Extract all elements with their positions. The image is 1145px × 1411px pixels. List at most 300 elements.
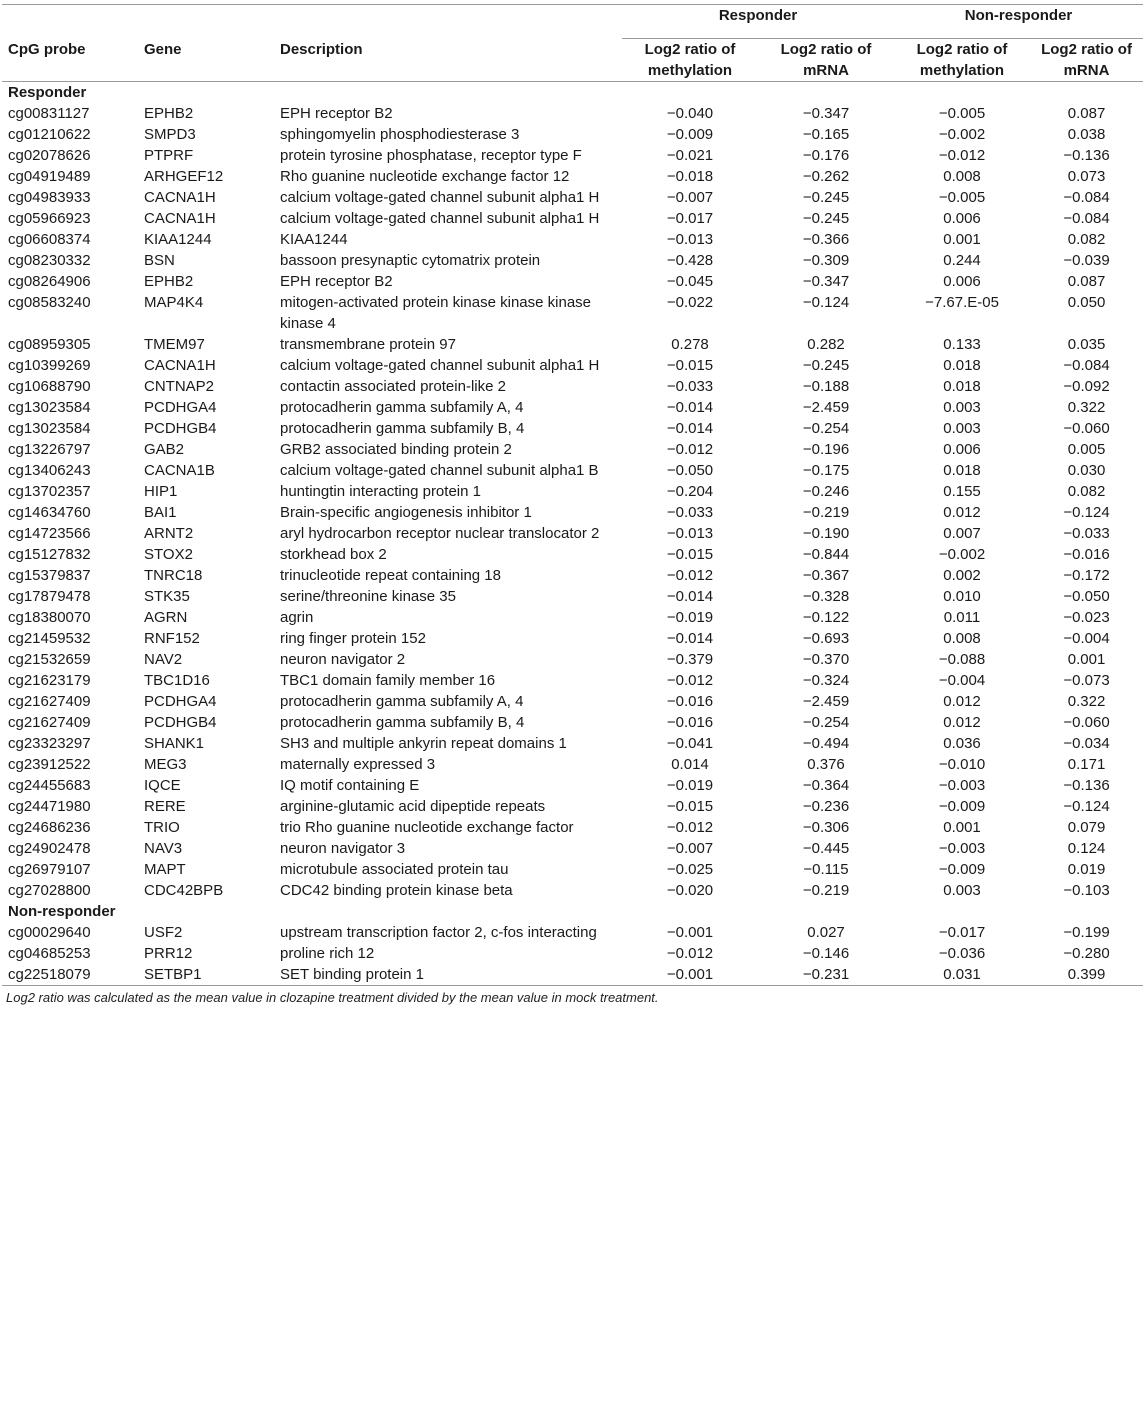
cell-responder-methylation: −0.015 <box>666 798 714 815</box>
cell-description: calcium voltage-gated channel subunit alpha1 H <box>280 210 600 227</box>
table-row <box>2 649 1143 670</box>
table-row <box>2 859 1143 880</box>
cell-responder-mrna: 0.282 <box>807 336 845 353</box>
cell-probe: cg15127832 <box>8 546 91 563</box>
section-label: Responder <box>8 84 87 101</box>
cell-description: mitogen-activated protein kinase kinase kinase kinase 4 <box>280 294 592 332</box>
cell-gene: ARNT2 <box>144 525 194 542</box>
cell-responder-methylation: −0.025 <box>666 861 714 878</box>
cell-responder-mrna: −0.124 <box>802 294 850 311</box>
cell-responder-methylation: −0.033 <box>666 504 714 521</box>
table-row <box>2 355 1143 376</box>
cell-responder-mrna: −0.122 <box>802 609 850 626</box>
table-row <box>2 397 1143 418</box>
cell-responder-mrna: −0.367 <box>802 567 850 584</box>
table-row <box>2 922 1143 943</box>
cell-probe: cg24902478 <box>8 840 91 857</box>
cell-nonresponder-mrna: −0.172 <box>1063 567 1110 584</box>
cell-responder-methylation: −0.014 <box>666 420 714 437</box>
cell-responder-mrna: −0.188 <box>802 378 850 395</box>
cell-probe: cg13023584 <box>8 399 91 416</box>
cell-nonresponder-mrna: 0.079 <box>1067 819 1106 836</box>
cell-description: protocadherin gamma subfamily B, 4 <box>280 420 525 437</box>
cell-gene: SHANK1 <box>144 735 205 752</box>
cell-nonresponder-mrna: −0.136 <box>1063 147 1110 164</box>
table-row <box>2 880 1143 901</box>
table-row <box>2 607 1143 628</box>
cell-nonresponder-mrna: −0.124 <box>1063 504 1110 521</box>
cell-nonresponder-mrna: −0.073 <box>1063 672 1110 689</box>
cell-nonresponder-methylation: −0.088 <box>938 651 986 668</box>
cell-description: calcium voltage-gated channel subunit alpha1 B <box>280 462 599 479</box>
cell-responder-methylation: −0.016 <box>666 714 714 731</box>
cell-description: CDC42 binding protein kinase beta <box>280 882 513 899</box>
column-header-row <box>2 39 1143 82</box>
cell-probe: cg08959305 <box>8 336 91 353</box>
cell-probe: cg21459532 <box>8 630 91 647</box>
cell-responder-mrna: −0.176 <box>802 147 850 164</box>
cell-probe: cg21627409 <box>8 714 91 731</box>
cell-description: protocadherin gamma subfamily B, 4 <box>280 714 525 731</box>
cell-nonresponder-mrna: −0.004 <box>1063 630 1110 647</box>
cell-nonresponder-methylation: 0.007 <box>943 525 981 542</box>
col-header-nonresponder-mrna: Log2 ratio of mRNA <box>1041 41 1132 79</box>
cell-nonresponder-mrna: −0.103 <box>1063 882 1110 899</box>
cell-nonresponder-methylation: −7.67.E-05 <box>925 294 999 311</box>
cell-nonresponder-mrna: 0.030 <box>1067 462 1106 479</box>
cell-responder-mrna: −0.115 <box>803 861 849 878</box>
col-header-responder-methylation: Log2 ratio of methylation <box>644 41 736 79</box>
cell-gene: TBC1D16 <box>144 672 210 689</box>
cell-probe: cg21627409 <box>8 693 91 710</box>
cell-nonresponder-mrna: −0.016 <box>1063 546 1110 563</box>
cell-nonresponder-methylation: 0.003 <box>943 399 981 416</box>
cell-gene: ARHGEF12 <box>144 168 224 185</box>
cell-probe: cg00029640 <box>8 924 91 941</box>
group-header-non-responder: Non-responder <box>894 5 1143 39</box>
table-row <box>2 670 1143 691</box>
cell-probe: cg13226797 <box>8 441 91 458</box>
cell-nonresponder-methylation: 0.006 <box>943 273 981 290</box>
cell-responder-mrna: 0.376 <box>807 756 845 773</box>
cell-responder-methylation: −0.428 <box>666 252 714 269</box>
cell-responder-methylation: −0.001 <box>666 924 714 941</box>
cell-nonresponder-mrna: −0.050 <box>1063 588 1110 605</box>
table-row <box>2 712 1143 733</box>
cell-responder-mrna: −0.328 <box>802 588 850 605</box>
cell-responder-methylation: −0.013 <box>666 231 714 248</box>
table-row <box>2 124 1143 145</box>
cell-nonresponder-mrna: 0.082 <box>1067 231 1106 248</box>
cell-probe: cg27028800 <box>8 882 91 899</box>
cell-description: upstream transcription factor 2, c-fos interacting <box>280 924 597 941</box>
table-row <box>2 502 1143 523</box>
cell-responder-methylation: −0.022 <box>666 294 714 311</box>
table-row <box>2 481 1143 502</box>
cell-responder-methylation: −0.021 <box>666 147 714 164</box>
cell-gene: STOX2 <box>144 546 193 563</box>
cell-gene: SMPD3 <box>144 126 196 143</box>
cell-responder-mrna: −0.245 <box>802 357 850 374</box>
cell-nonresponder-mrna: −0.023 <box>1063 609 1110 626</box>
cell-gene: MAPT <box>144 861 186 878</box>
cell-description: calcium voltage-gated channel subunit alpha1 H <box>280 189 600 206</box>
cell-nonresponder-methylation: −0.005 <box>938 189 986 206</box>
cell-gene: RERE <box>144 798 186 815</box>
cell-responder-methylation: −0.045 <box>666 273 714 290</box>
cell-description: SET binding protein 1 <box>280 966 424 983</box>
cell-responder-mrna: −0.366 <box>802 231 850 248</box>
cell-description: TBC1 domain family member 16 <box>280 672 496 689</box>
cell-nonresponder-mrna: 0.082 <box>1067 483 1106 500</box>
cell-responder-mrna: −0.347 <box>802 273 850 290</box>
cell-description: aryl hydrocarbon receptor nuclear translocator 2 <box>280 525 600 542</box>
col-header-responder-mrna: Log2 ratio of mRNA <box>780 41 872 79</box>
cell-nonresponder-methylation: 0.006 <box>943 210 981 227</box>
cell-responder-methylation: 0.014 <box>671 756 709 773</box>
cell-nonresponder-mrna: 0.399 <box>1067 966 1106 983</box>
cell-probe: cg10688790 <box>8 378 91 395</box>
cell-probe: cg10399269 <box>8 357 91 374</box>
table-row <box>2 376 1143 397</box>
cell-probe: cg13023584 <box>8 420 91 437</box>
cell-nonresponder-mrna: 0.019 <box>1067 861 1106 878</box>
cell-responder-mrna: −0.219 <box>802 882 850 899</box>
cell-gene: EPHB2 <box>144 105 194 122</box>
cell-description: EPH receptor B2 <box>280 273 393 290</box>
cell-gene: TNRC18 <box>144 567 203 584</box>
table-row <box>2 523 1143 544</box>
cell-nonresponder-methylation: 0.010 <box>943 588 981 605</box>
cell-description: Brain-specific angiogenesis inhibitor 1 <box>280 504 532 521</box>
table-footnote: Log2 ratio was calculated as the mean value in clozapine treatment divided by the mean value in mock treatment. <box>6 990 659 1005</box>
cell-description: neuron navigator 3 <box>280 840 406 857</box>
cell-gene: NAV3 <box>144 840 183 857</box>
cell-description: protocadherin gamma subfamily A, 4 <box>280 693 524 710</box>
cell-probe: cg24686236 <box>8 819 91 836</box>
cell-probe: cg08264906 <box>8 273 91 290</box>
cell-nonresponder-mrna: −0.060 <box>1063 714 1110 731</box>
cell-nonresponder-methylation: −0.017 <box>938 924 986 941</box>
cell-responder-methylation: −0.014 <box>666 399 714 416</box>
cell-responder-methylation: 0.278 <box>671 336 709 353</box>
cell-probe: cg23323297 <box>8 735 91 752</box>
cell-nonresponder-mrna: 0.124 <box>1067 840 1106 857</box>
cell-responder-methylation: −0.009 <box>666 126 714 143</box>
section-label: Non-responder <box>8 903 116 920</box>
cell-responder-mrna: −0.246 <box>802 483 850 500</box>
table-row <box>2 964 1143 985</box>
cell-description: trio Rho guanine nucleotide exchange factor <box>280 819 574 836</box>
table-row <box>2 187 1143 208</box>
cell-gene: CACNA1H <box>144 357 216 374</box>
cell-nonresponder-mrna: −0.124 <box>1063 798 1110 815</box>
table-row <box>2 292 1143 334</box>
cell-gene: USF2 <box>144 924 183 941</box>
cell-nonresponder-methylation: −0.004 <box>938 672 986 689</box>
cell-responder-mrna: 0.027 <box>807 924 845 941</box>
cell-nonresponder-methylation: 0.012 <box>943 714 981 731</box>
cell-responder-methylation: −0.012 <box>666 672 714 689</box>
cell-nonresponder-methylation: 0.012 <box>943 504 981 521</box>
cell-nonresponder-mrna: 0.087 <box>1067 273 1106 290</box>
cell-responder-mrna: −0.347 <box>802 105 850 122</box>
cell-responder-methylation: −0.016 <box>666 693 714 710</box>
cell-probe: cg24455683 <box>8 777 91 794</box>
table-body <box>2 82 1143 986</box>
cell-probe: cg15379837 <box>8 567 91 584</box>
table-row <box>2 145 1143 166</box>
cell-description: Rho guanine nucleotide exchange factor 12 <box>280 168 570 185</box>
cell-responder-mrna: −2.459 <box>802 693 850 710</box>
cell-responder-methylation: −0.041 <box>666 735 714 752</box>
cell-nonresponder-methylation: 0.155 <box>943 483 981 500</box>
cell-nonresponder-methylation: 0.018 <box>943 378 981 395</box>
col-header-gene: Gene <box>144 40 182 58</box>
cell-gene: TRIO <box>144 819 180 836</box>
cell-gene: STK35 <box>144 588 190 605</box>
cell-gene: HIP1 <box>144 483 178 500</box>
table-row <box>2 103 1143 124</box>
cell-probe: cg22518079 <box>8 966 91 983</box>
cell-responder-methylation: −0.379 <box>666 651 714 668</box>
cell-nonresponder-mrna: 0.001 <box>1067 651 1106 668</box>
cell-probe: cg23912522 <box>8 756 91 773</box>
cell-description: EPH receptor B2 <box>280 105 393 122</box>
cell-responder-mrna: −0.175 <box>802 462 850 479</box>
cell-probe: cg14723566 <box>8 525 91 542</box>
cell-description: transmembrane protein 97 <box>280 336 456 353</box>
group-header-responder: Responder <box>622 5 894 39</box>
col-header-probe: CpG probe <box>8 40 86 58</box>
table-row <box>2 208 1143 229</box>
cell-probe: cg13406243 <box>8 462 91 479</box>
cell-responder-mrna: −0.262 <box>802 168 850 185</box>
cell-nonresponder-methylation: −0.002 <box>938 126 986 143</box>
cell-responder-methylation: −0.019 <box>666 609 714 626</box>
cell-gene: MEG3 <box>144 756 187 773</box>
cell-nonresponder-methylation: −0.012 <box>938 147 986 164</box>
cell-nonresponder-methylation: 0.003 <box>943 420 981 437</box>
cell-responder-mrna: −0.309 <box>802 252 850 269</box>
cell-nonresponder-methylation: 0.031 <box>943 966 981 983</box>
cell-nonresponder-methylation: −0.003 <box>938 777 986 794</box>
cell-nonresponder-mrna: 0.050 <box>1067 294 1106 311</box>
table-row <box>2 817 1143 838</box>
cell-gene: RNF152 <box>144 630 200 647</box>
cell-probe: cg05966923 <box>8 210 91 227</box>
cell-probe: cg04919489 <box>8 168 91 185</box>
table-row <box>2 565 1143 586</box>
cell-responder-methylation: −0.001 <box>666 966 714 983</box>
cell-gene: PCDHGB4 <box>144 714 217 731</box>
cell-gene: CDC42BPB <box>144 882 224 899</box>
cell-responder-mrna: −2.459 <box>802 399 850 416</box>
cell-nonresponder-methylation: 0.006 <box>943 441 981 458</box>
cell-nonresponder-mrna: −0.033 <box>1063 525 1110 542</box>
cell-description: GRB2 associated binding protein 2 <box>280 441 512 458</box>
cell-responder-methylation: −0.018 <box>666 168 714 185</box>
cell-description: storkhead box 2 <box>280 546 387 563</box>
cell-description: protocadherin gamma subfamily A, 4 <box>280 399 524 416</box>
cell-gene: PCDHGA4 <box>144 693 217 710</box>
cell-nonresponder-mrna: 0.087 <box>1067 105 1106 122</box>
cell-nonresponder-mrna: −0.034 <box>1063 735 1110 752</box>
table-row <box>2 754 1143 775</box>
cell-responder-methylation: −0.019 <box>666 777 714 794</box>
cell-gene: BAI1 <box>144 504 177 521</box>
section-header-row <box>2 901 1143 922</box>
cell-responder-methylation: −0.014 <box>666 588 714 605</box>
cell-description: sphingomyelin phosphodiesterase 3 <box>280 126 520 143</box>
cell-nonresponder-mrna: 0.035 <box>1067 336 1106 353</box>
cell-gene: BSN <box>144 252 175 269</box>
cell-responder-mrna: −0.245 <box>802 210 850 227</box>
cell-probe: cg02078626 <box>8 147 91 164</box>
cell-nonresponder-methylation: 0.008 <box>943 168 981 185</box>
cell-nonresponder-mrna: −0.084 <box>1063 210 1110 227</box>
cell-description: SH3 and multiple ankyrin repeat domains 1 <box>280 735 567 752</box>
cell-gene: CACNA1H <box>144 189 216 206</box>
section-header-row <box>2 82 1143 104</box>
cell-gene: PRR12 <box>144 945 193 962</box>
cell-probe: cg08583240 <box>8 294 91 311</box>
cell-responder-methylation: −0.014 <box>666 630 714 647</box>
cell-gene: CNTNAP2 <box>144 378 215 395</box>
cell-gene: PCDHGB4 <box>144 420 217 437</box>
table-container <box>0 4 1145 1005</box>
table-row <box>2 271 1143 292</box>
cell-description: ring finger protein 152 <box>280 630 426 647</box>
cell-responder-mrna: −0.231 <box>802 966 850 983</box>
cell-responder-methylation: −0.012 <box>666 441 714 458</box>
cell-description: maternally expressed 3 <box>280 756 436 773</box>
cell-probe: cg21532659 <box>8 651 91 668</box>
cell-responder-mrna: −0.494 <box>802 735 850 752</box>
cell-nonresponder-methylation: 0.008 <box>943 630 981 647</box>
table-row <box>2 733 1143 754</box>
cell-nonresponder-mrna: −0.060 <box>1063 420 1110 437</box>
cell-nonresponder-mrna: −0.084 <box>1063 357 1110 374</box>
methylation-table <box>2 4 1143 985</box>
cell-description: contactin associated protein-like 2 <box>280 378 506 395</box>
cell-nonresponder-methylation: −0.002 <box>938 546 986 563</box>
cell-responder-methylation: −0.017 <box>666 210 714 227</box>
table-row <box>2 250 1143 271</box>
table-row <box>2 544 1143 565</box>
cell-responder-mrna: −0.196 <box>802 441 850 458</box>
cell-description: microtubule associated protein tau <box>280 861 509 878</box>
cell-probe: cg14634760 <box>8 504 91 521</box>
cell-responder-mrna: −0.364 <box>802 777 850 794</box>
cell-description: huntingtin interacting protein 1 <box>280 483 481 500</box>
cell-responder-mrna: −0.236 <box>802 798 850 815</box>
col-header-description: Description <box>280 40 363 58</box>
cell-nonresponder-methylation: 0.011 <box>943 609 981 626</box>
cell-nonresponder-mrna: 0.005 <box>1067 441 1106 458</box>
cell-responder-mrna: −0.146 <box>802 945 850 962</box>
table-row <box>2 838 1143 859</box>
cell-nonresponder-methylation: 0.002 <box>943 567 981 584</box>
bottom-rule <box>2 985 1143 986</box>
cell-nonresponder-mrna: 0.171 <box>1067 756 1106 773</box>
cell-description: trinucleotide repeat containing 18 <box>280 567 501 584</box>
cell-responder-methylation: −0.015 <box>666 357 714 374</box>
cell-nonresponder-mrna: −0.280 <box>1063 945 1110 962</box>
cell-nonresponder-methylation: 0.244 <box>943 252 981 269</box>
cell-nonresponder-methylation: 0.036 <box>943 735 981 752</box>
table-row <box>2 586 1143 607</box>
cell-nonresponder-mrna: −0.136 <box>1063 777 1110 794</box>
cell-nonresponder-mrna: 0.322 <box>1067 693 1106 710</box>
cell-gene: MAP4K4 <box>144 294 204 311</box>
cell-responder-methylation: −0.013 <box>666 525 714 542</box>
table-row <box>2 628 1143 649</box>
cell-responder-mrna: −0.370 <box>802 651 850 668</box>
table-row <box>2 418 1143 439</box>
cell-nonresponder-methylation: 0.003 <box>943 882 981 899</box>
table-row <box>2 775 1143 796</box>
cell-nonresponder-methylation: 0.012 <box>943 693 981 710</box>
cell-responder-mrna: −0.165 <box>802 126 850 143</box>
cell-description: IQ motif containing E <box>280 777 420 794</box>
cell-nonresponder-mrna: 0.073 <box>1067 168 1106 185</box>
cell-description: bassoon presynaptic cytomatrix protein <box>280 252 541 269</box>
cell-nonresponder-methylation: −0.003 <box>938 840 986 857</box>
cell-responder-mrna: −0.844 <box>802 546 850 563</box>
cell-description: protein tyrosine phosphatase, receptor type F <box>280 147 582 164</box>
cell-probe: cg04685253 <box>8 945 91 962</box>
cell-nonresponder-mrna: 0.322 <box>1067 399 1106 416</box>
cell-probe: cg21623179 <box>8 672 91 689</box>
cell-probe: cg04983933 <box>8 189 91 206</box>
group-header-row <box>2 5 1143 39</box>
cell-responder-methylation: −0.204 <box>666 483 714 500</box>
table-row <box>2 691 1143 712</box>
cell-gene: TMEM97 <box>144 336 205 353</box>
cell-responder-mrna: −0.254 <box>802 714 850 731</box>
cell-nonresponder-methylation: 0.018 <box>943 462 981 479</box>
table-row <box>2 943 1143 964</box>
cell-description: agrin <box>280 609 314 626</box>
cell-gene: CACNA1B <box>144 462 215 479</box>
cell-nonresponder-mrna: −0.199 <box>1063 924 1110 941</box>
cell-probe: cg17879478 <box>8 588 91 605</box>
cell-gene: EPHB2 <box>144 273 194 290</box>
cell-responder-mrna: −0.324 <box>802 672 850 689</box>
cell-nonresponder-mrna: −0.084 <box>1063 189 1110 206</box>
cell-probe: cg18380070 <box>8 609 91 626</box>
cell-gene: SETBP1 <box>144 966 202 983</box>
cell-gene: PCDHGA4 <box>144 399 217 416</box>
cell-probe: cg13702357 <box>8 483 91 500</box>
col-header-nonresponder-methylation: Log2 ratio of methylation <box>916 41 1008 79</box>
group-spacer <box>2 5 622 39</box>
cell-probe: cg24471980 <box>8 798 91 815</box>
cell-gene: IQCE <box>144 777 181 794</box>
cell-nonresponder-methylation: 0.001 <box>943 819 981 836</box>
cell-responder-methylation: −0.012 <box>666 819 714 836</box>
table-row <box>2 439 1143 460</box>
cell-probe: cg00831127 <box>8 105 90 122</box>
cell-nonresponder-mrna: −0.092 <box>1063 378 1110 395</box>
cell-gene: PTPRF <box>144 147 194 164</box>
cell-gene: NAV2 <box>144 651 183 668</box>
cell-responder-methylation: −0.012 <box>666 945 714 962</box>
cell-probe: cg01210622 <box>8 126 91 143</box>
cell-probe: cg06608374 <box>8 231 91 248</box>
cell-responder-mrna: −0.254 <box>802 420 850 437</box>
